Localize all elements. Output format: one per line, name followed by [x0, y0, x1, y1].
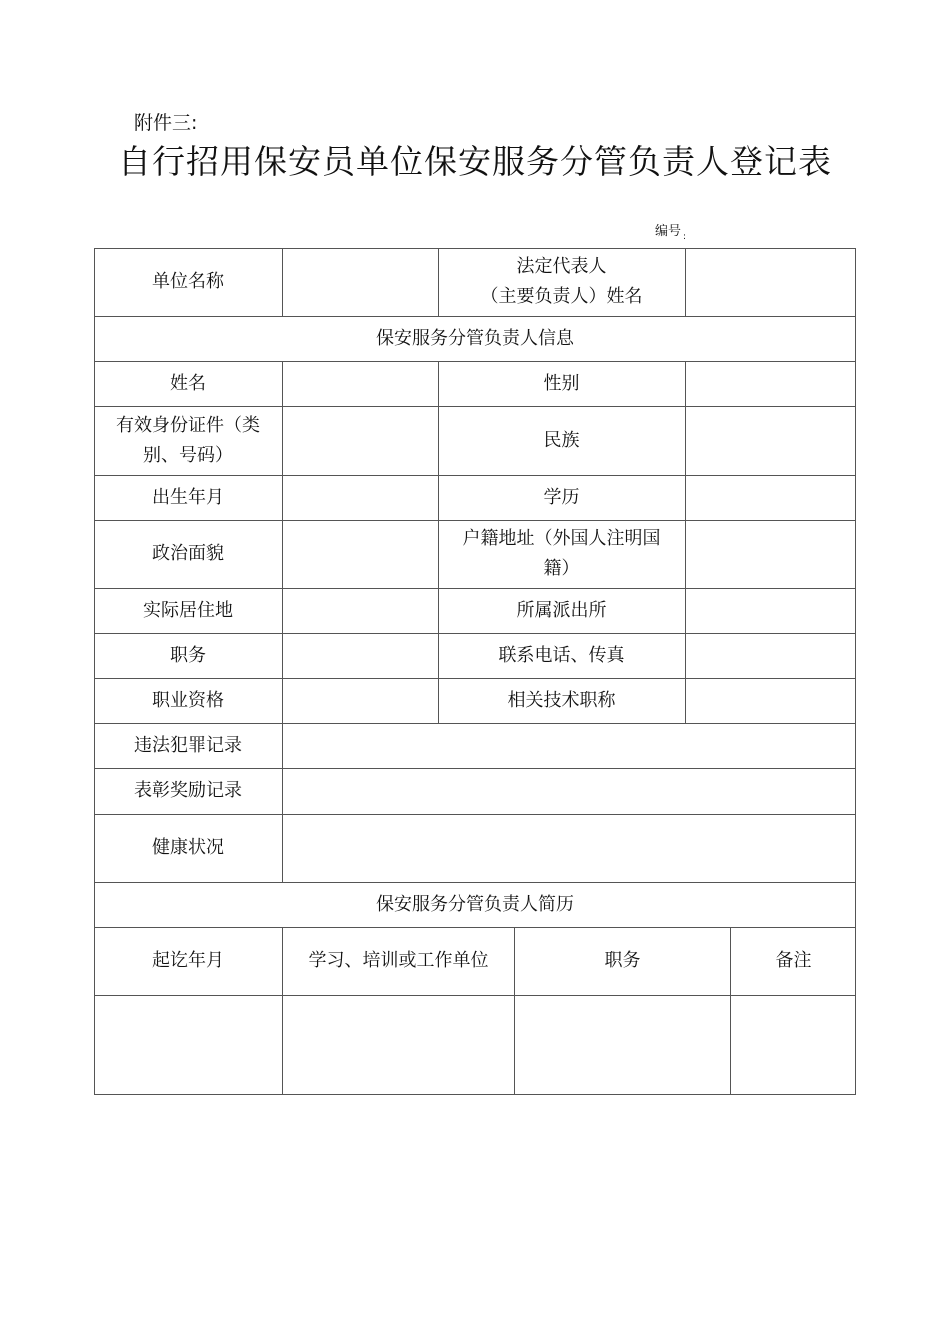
resume-input-position[interactable] [515, 995, 730, 1095]
input-criminal-record[interactable] [283, 723, 856, 768]
resume-input-remarks[interactable] [731, 995, 856, 1095]
attachment-label: 附件三: [134, 112, 198, 134]
label-education: 学历 [543, 486, 580, 508]
label-birth-date: 出生年月 [152, 486, 224, 508]
label-police-station: 所属派出所 [516, 599, 607, 621]
serial-number-label: 编号 [655, 224, 682, 239]
label-legal-representative: 法定代表人 （主要负责人）姓名 [480, 256, 643, 307]
label-gender: 性别 [543, 372, 580, 394]
resume-header-organization: 学习、培训或工作单位 [308, 950, 489, 971]
label-qualification: 职业资格 [152, 689, 224, 711]
input-position[interactable] [283, 633, 438, 678]
label-name: 姓名 [170, 372, 206, 394]
input-residence[interactable] [283, 588, 438, 633]
page-title: 自行招用保安员单位保安服务分管负责人登记表 [118, 142, 832, 181]
label-political-status: 政治面貌 [152, 543, 224, 564]
resume-input-organization[interactable] [283, 995, 514, 1095]
input-name[interactable] [283, 361, 438, 406]
input-education[interactable] [686, 475, 856, 520]
label-health-status: 健康状况 [152, 837, 224, 858]
input-health-status[interactable] [283, 814, 856, 882]
input-ethnicity[interactable] [686, 406, 856, 475]
label-household-address: 户籍地址（外国人注明国籍） [462, 528, 661, 579]
section-header-info: 保安服务分管负责人信息 [376, 327, 574, 349]
label-ethnicity: 民族 [543, 429, 580, 451]
input-technical-title[interactable] [686, 678, 856, 723]
input-police-station[interactable] [686, 588, 856, 633]
input-birth-date[interactable] [283, 475, 438, 520]
input-id-document[interactable] [283, 406, 438, 475]
input-legal-representative[interactable] [686, 248, 856, 316]
input-political-status[interactable] [283, 520, 438, 588]
label-unit-name: 单位名称 [152, 271, 224, 292]
input-household-address[interactable] [686, 520, 856, 588]
resume-header-period: 起讫年月 [152, 950, 224, 971]
input-unit-name[interactable] [283, 248, 438, 316]
label-id-document: 有效身份证件（类别、号码） [116, 414, 260, 466]
input-qualification[interactable] [283, 678, 438, 723]
label-awards-record: 表彰奖励记录 [134, 780, 242, 801]
label-residence: 实际居住地 [143, 599, 233, 621]
label-position: 职务 [170, 644, 206, 666]
resume-input-period[interactable] [94, 995, 282, 1095]
input-gender[interactable] [686, 361, 856, 406]
label-criminal-record: 违法犯罪记录 [134, 734, 242, 756]
section-header-resume: 保安服务分管负责人简历 [376, 893, 574, 915]
label-technical-title: 相关技术职称 [507, 689, 616, 711]
input-contact[interactable] [686, 633, 856, 678]
label-contact: 联系电话、传真 [498, 644, 625, 666]
resume-header-position: 职务 [604, 950, 641, 971]
resume-header-remarks: 备注 [775, 950, 812, 971]
serial-number-colon: : [683, 232, 687, 242]
input-awards-record[interactable] [283, 768, 856, 814]
